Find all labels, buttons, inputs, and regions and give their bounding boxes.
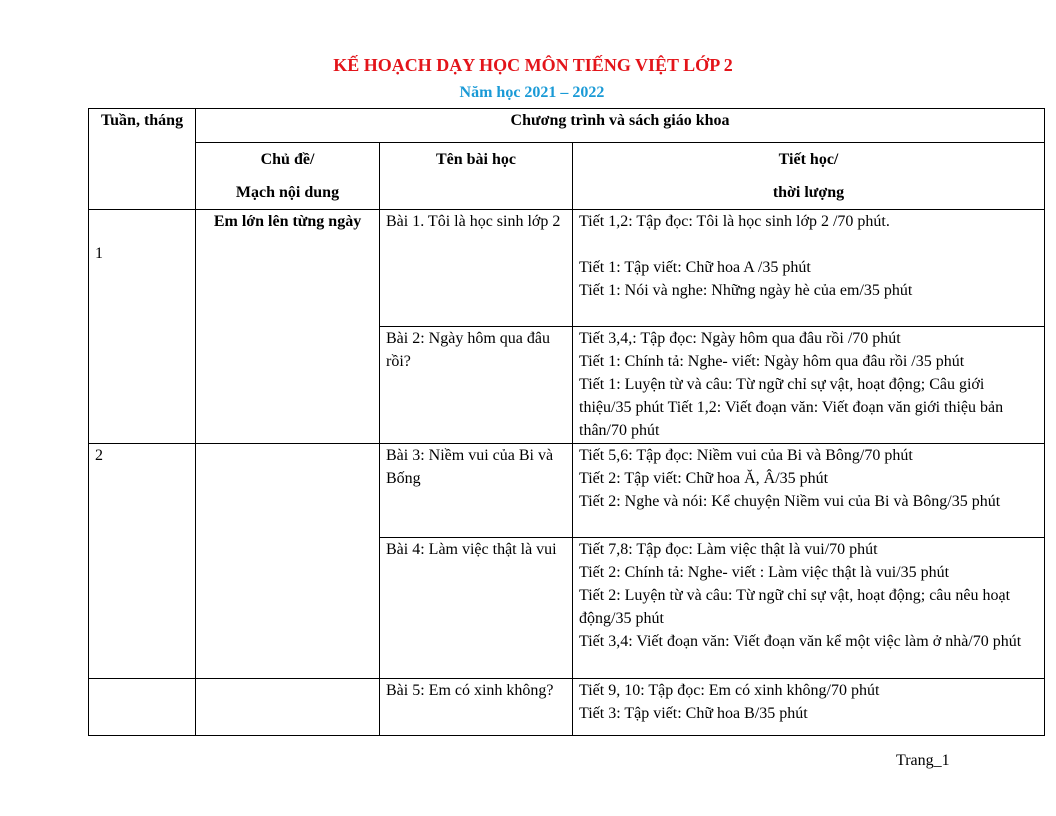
- period-line: Tiết 3,4: Viết đoạn văn: Viết đoạn văn kể một việc làm ở nhà/70 phút: [579, 633, 1022, 650]
- period-line: Tiết 1: Chính tả: Nghe- viết: Ngày hôm qua đâu rồi /35 phút: [579, 353, 965, 370]
- period-line: Tiết 3: Tập viết: Chữ hoa B/35 phút: [579, 705, 808, 722]
- periods-header: [573, 143, 1045, 210]
- period-line: Tiết 3,4,: Tập đọc: Ngày hôm qua đâu rồi /70 phút: [579, 330, 901, 347]
- topic-header: [196, 143, 380, 210]
- periods-cell: [573, 538, 1045, 679]
- period-line: Tiết 2: Luyện từ và câu: Từ ngữ chỉ sự vật, hoạt động; câu nêu hoạt động/35 phút: [579, 587, 1011, 627]
- period-line: Tiết 1: Luyện từ và câu: Từ ngữ chỉ sự vật, hoạt động; Câu giới thiệu/35 phút Tiết 1,2: Viết đoạn văn: Viết đoạn văn giới thiệu bản thân/70 phút: [579, 376, 1004, 439]
- lesson-cell: Bài 2: Ngày hôm qua đâu rồi?: [380, 327, 573, 444]
- periods-cell: [573, 679, 1045, 736]
- table-row: [89, 679, 1045, 736]
- program-header: Chương trình và sách giáo khoa: [196, 109, 1045, 143]
- period-line: Tiết 1: Nói và nghe: Những ngày hè của em/35 phút: [579, 282, 913, 299]
- week-cell: [89, 679, 196, 736]
- periods-cell: [573, 327, 1045, 444]
- week-cell: 1: [89, 210, 196, 444]
- school-year-subtitle: Năm học 2021 – 2022: [459, 84, 605, 101]
- page-number: Trang_1: [896, 752, 950, 769]
- period-line: Tiết 5,6: Tập đọc: Niềm vui của Bi và Bông/70 phút: [579, 447, 913, 464]
- topic-cell: [196, 679, 380, 736]
- lesson-plan-table: [88, 108, 1045, 736]
- document-title: KẾ HOẠCH DẠY HỌC MÔN TIẾNG VIỆT LỚP 2: [333, 55, 733, 75]
- lesson-cell: Bài 1. Tôi là học sinh lớp 2: [380, 210, 573, 327]
- week-month-header: Tuần, tháng: [89, 109, 196, 210]
- topic-header-line2: Mạch nội dung: [235, 184, 340, 201]
- table-row: [89, 444, 1045, 538]
- lesson-cell: Bài 3: Niềm vui của Bi và Bống: [380, 444, 573, 538]
- lesson-cell: Bài 5: Em có xinh không?: [380, 679, 573, 736]
- table-row: [89, 210, 1045, 327]
- periods-header-line1: Tiết học/: [778, 151, 839, 168]
- period-line: Tiết 9, 10: Tập đọc: Em có xinh không/70 phút: [579, 682, 880, 699]
- topic-header-line1: Chủ đề/: [260, 151, 315, 168]
- periods-header-line2: thời lượng: [772, 184, 845, 201]
- topic-cell: Em lớn lên từng ngày: [196, 210, 380, 444]
- periods-cell: [573, 444, 1045, 538]
- period-line: Tiết 7,8: Tập đọc: Làm việc thật là vui/70 phút: [579, 541, 878, 558]
- period-line: Tiết 1: Tập viết: Chữ hoa A /35 phút: [579, 259, 811, 276]
- lesson-name-header: Tên bài học: [380, 143, 573, 210]
- week-cell: 2: [89, 444, 196, 679]
- period-line: Tiết 2: Tập viết: Chữ hoa Ă, Â/35 phút: [579, 470, 829, 487]
- period-line: Tiết 2: Nghe và nói: Kể chuyện Niềm vui của Bi và Bông/35 phút: [579, 493, 1001, 510]
- period-line: Tiết 1,2: Tập đọc: Tôi là học sinh lớp 2 /70 phút.: [579, 213, 890, 230]
- topic-cell: [196, 444, 380, 679]
- lesson-cell: Bài 4: Làm việc thật là vui: [380, 538, 573, 679]
- period-line: Tiết 2: Chính tả: Nghe- viết : Làm việc thật là vui/35 phút: [579, 564, 950, 581]
- periods-cell: [573, 210, 1045, 327]
